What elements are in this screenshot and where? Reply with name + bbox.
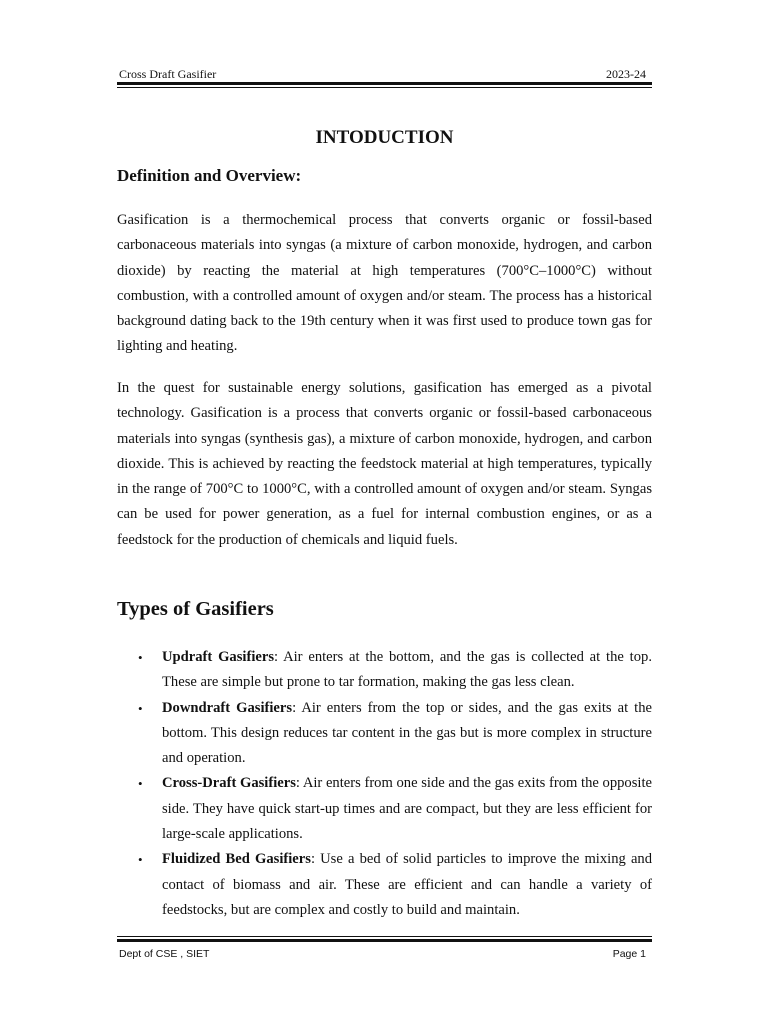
footer-page-number: Page 1 (612, 948, 646, 960)
header-rule-thick (117, 82, 652, 85)
section-heading-types: Types of Gasifiers (117, 598, 274, 620)
footer-rule-thick (117, 939, 652, 942)
list-item (117, 645, 652, 696)
list-item-text: : Use a bed of solid particles to improve the mixing and contact of biomass and air. These are efficient and can handle a variety of feedstocks, but are complex and costly to build and maintain. (162, 851, 653, 918)
list-item (117, 696, 652, 772)
page-footer (117, 948, 652, 962)
list-item-term: Fluidized Bed Gasifiers (162, 851, 311, 868)
list-item (117, 847, 652, 923)
bullet-icon: • (138, 776, 143, 792)
header-rule-thin (117, 87, 652, 88)
list-item-text: : Air enters at the bottom, and the gas is collected at the top. These are simple but prone to tar formation, making the gas less clean. (162, 649, 652, 691)
list-item-term: Downdraft Gasifiers (162, 699, 293, 716)
gasifier-types-list (117, 645, 652, 923)
header-year: 2023-24 (606, 67, 646, 81)
list-item (117, 771, 652, 847)
header-title: Cross Draft Gasifier (119, 67, 217, 81)
list-item-term: Updraft Gasifiers (162, 649, 275, 665)
page-title: INTODUCTION (315, 127, 454, 148)
footer-department: Dept of CSE , SIET (119, 948, 210, 960)
bullet-icon: • (138, 700, 143, 716)
footer-rule-thin (117, 936, 652, 937)
page-header (117, 67, 652, 83)
list-item-term: Cross-Draft Gasifiers (162, 775, 296, 792)
section-heading-definition: Definition and Overview: (117, 166, 302, 185)
paragraph-sustainable-energy: In the quest for sustainable energy solutions, gasification has emerged as a pivotal technology. Gasification is a process that converts organic or fossil-based carbonaceous materials into syngas (synthesis gas), a mixture of carbon monoxide, hydrogen, and carbon dioxide. This is achieved by reacting the feedstock material at high temperatures, typically in the range of 700°C to 1000°C, with a controlled amount of oxygen and/or steam. Syngas can be used for power generation, as a fuel for internal combustion engines, or as a feedstock for the production of chemicals and liquid fuels. (117, 380, 652, 548)
bullet-icon: • (138, 852, 143, 868)
list-item-text: : Air enters from the top or sides, and the gas exits at the bottom. This design reduces tar content in the gas but is more complex in structure and operation. (162, 699, 653, 767)
list-item-text: : Air enters from one side and the gas exits from the opposite side. They have quick start-up times and are compact, but they are less efficient for large-scale applications. (162, 775, 652, 843)
paragraph-definition: Gasification is a thermochemical process that converts organic or fossil-based carbonaceous materials into syngas (a mixture of carbon monoxide, hydrogen, and carbon dioxide) by reacting the material at high temperatures (700°C–1000°C) without combustion, with a controlled amount of oxygen and/or steam. The process has a historical background dating back to the 19th century when it was first used to produce town gas for lighting and heating. (117, 212, 652, 355)
bullet-icon: • (138, 650, 143, 665)
